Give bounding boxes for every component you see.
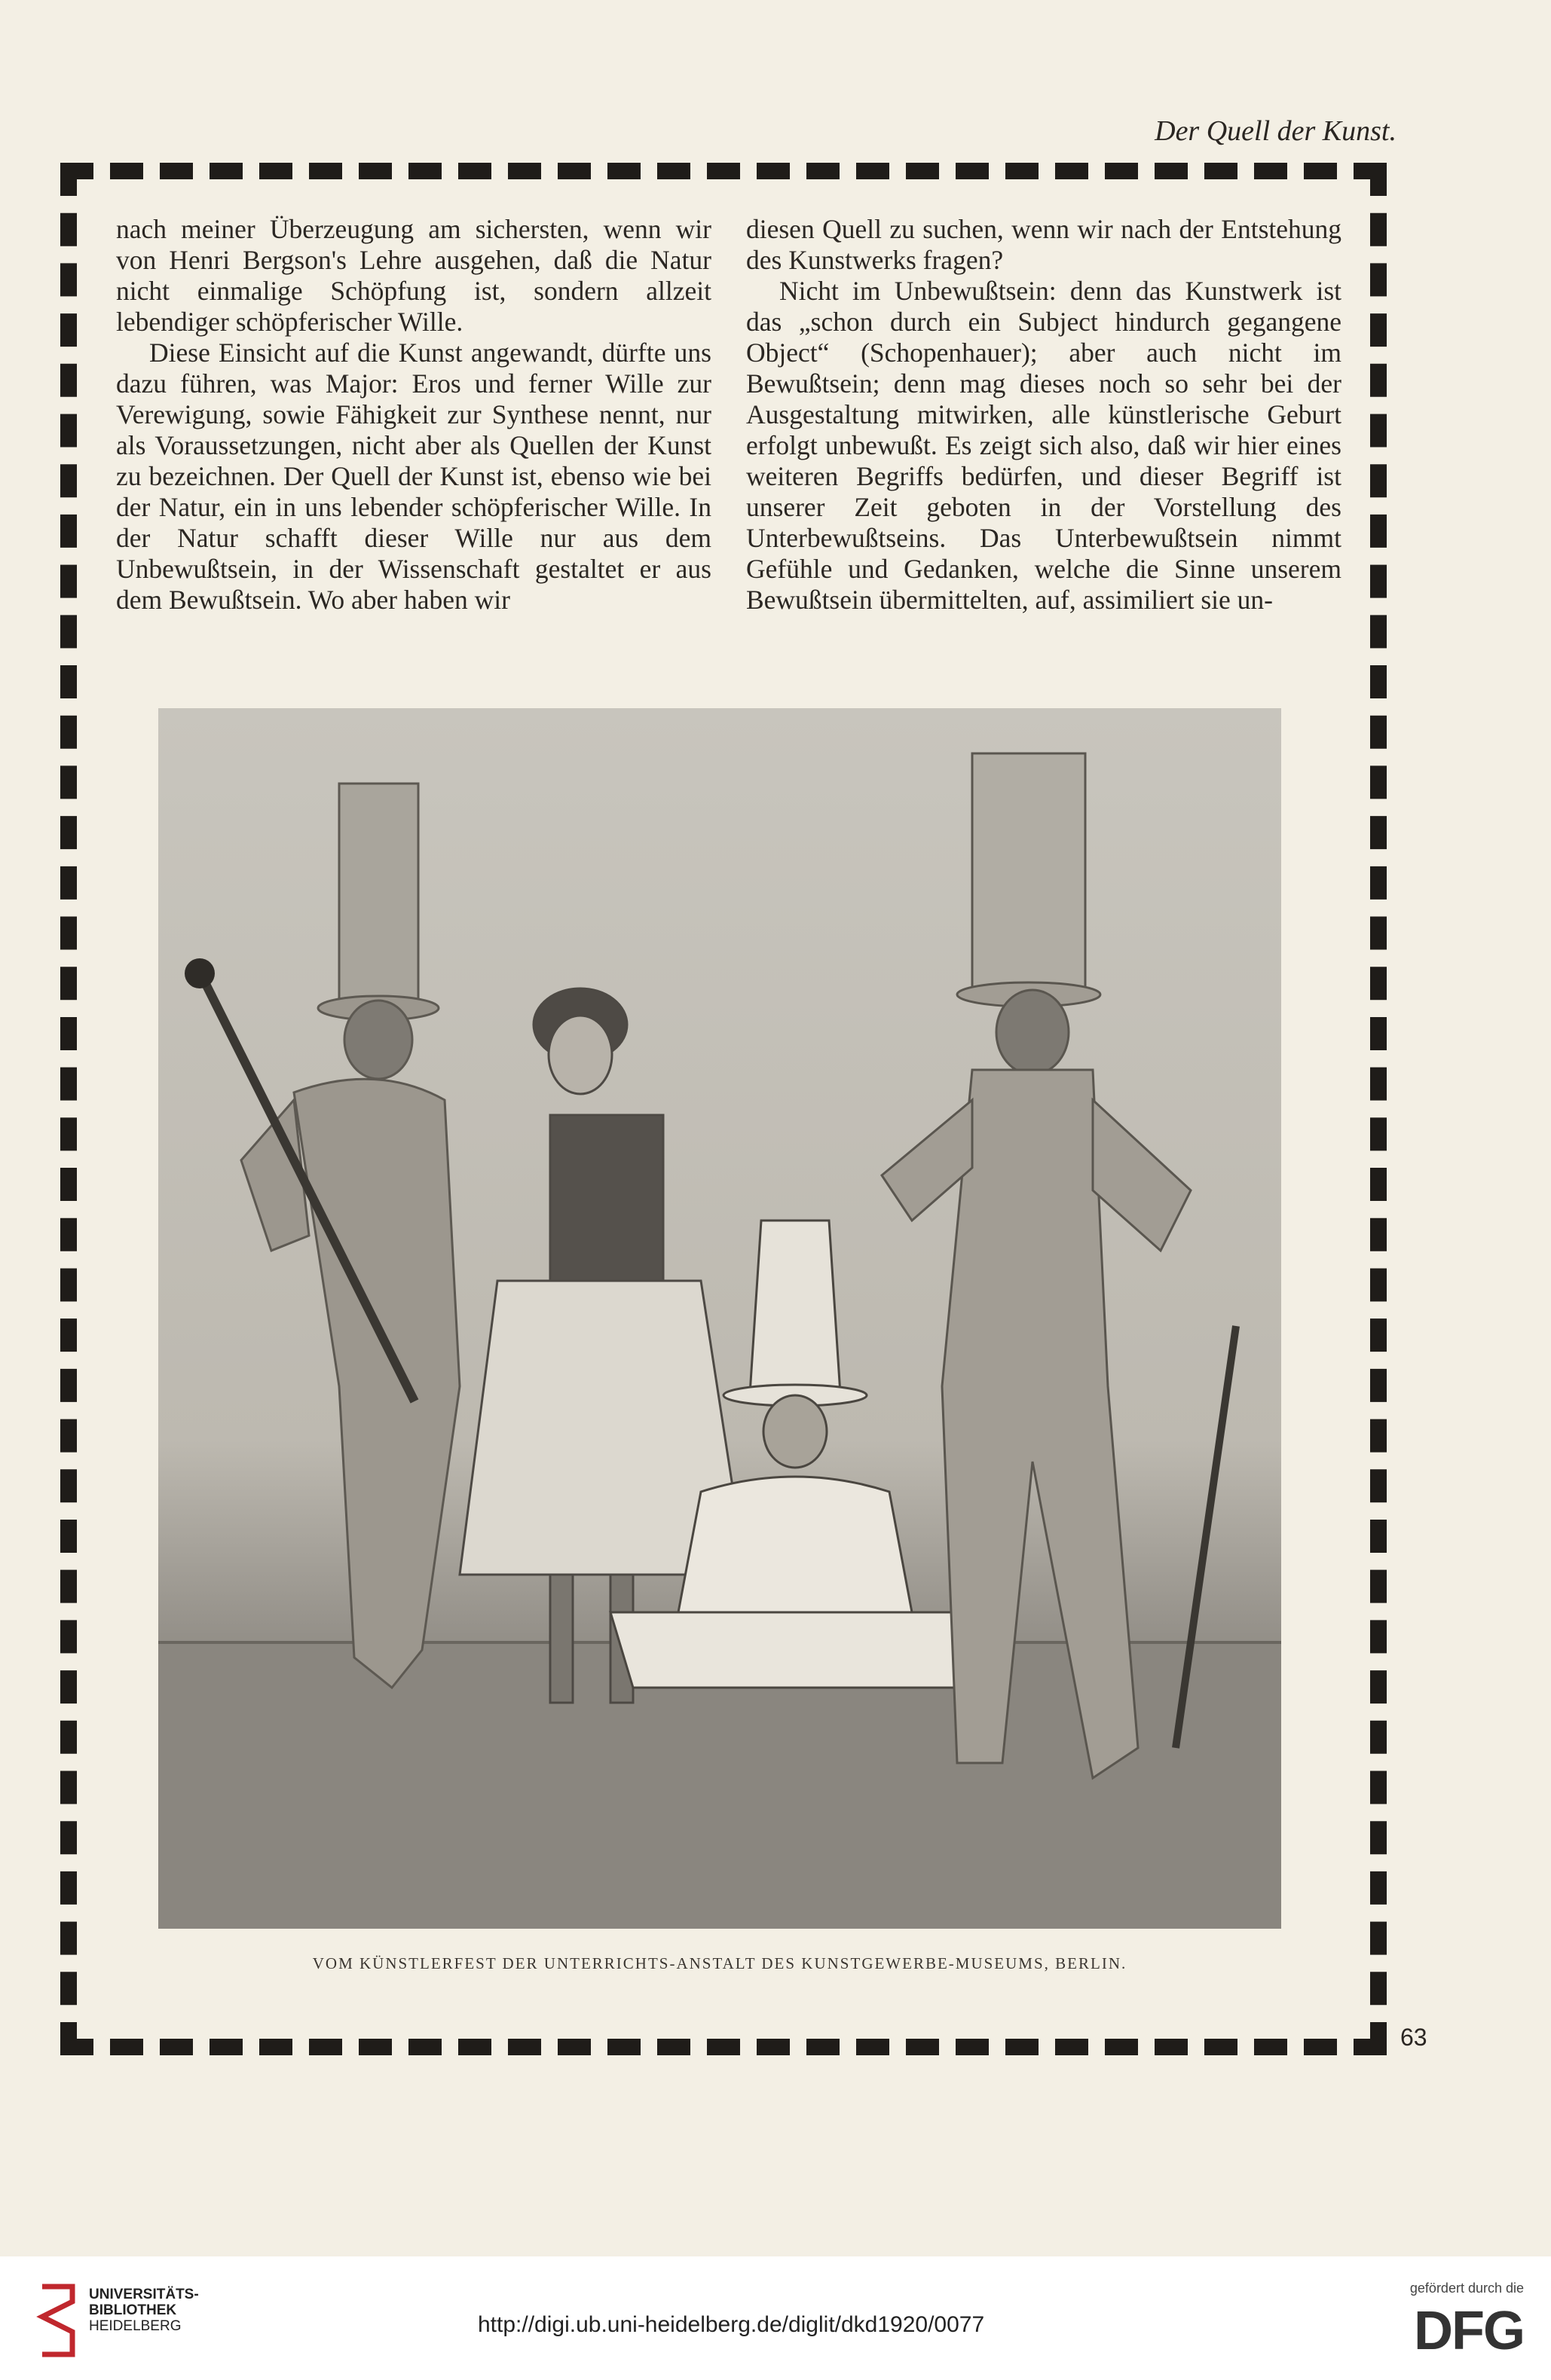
funded-by-label: gefördert durch die — [1409, 2281, 1524, 2296]
source-url-link[interactable]: http://digi.ub.uni-heidelberg.de/diglit/dkd1920/0077 — [478, 2312, 985, 2337]
text-column-left — [116, 214, 711, 616]
paragraph: nach meiner Überzeugung am sichersten, wenn wir von Henri Bergson's Lehre ausgehen, daß die Natur nicht einmalige Schöpfung ist, sondern allzeit lebendiger schöpferischer Wille. — [116, 214, 711, 337]
paragraph: Nicht im Unbewußtsein: denn das Kunstwerk ist das „schon durch ein Subject hindurch gegangene Object“ (Schopenhauer); aber auch nicht im Bewußtsein; denn mag dieses noch so sehr bei der Ausgestaltung mitwirken, alle künstlerische Geburt erfolgt unbewußt. Es zeigt sich also, daß wir hier eines weiteren Begriffs bedürfen, und dieser Begriff ist unserer Zeit geboten in der Vorstellung des Unterbewußtseins. Das Unterbewußtsein nimmt Gefühle und Gedanken, welche die Sinne unserem Bewußtsein übermittelten, auf, assimiliert sie un- — [746, 276, 1341, 615]
page-number: 63 — [1400, 2024, 1427, 2051]
photograph — [158, 708, 1281, 1929]
library-name: UNIVERSITÄTS- BIBLIOTHEK HEIDELBERG — [89, 2287, 199, 2334]
text-column-right — [746, 214, 1341, 616]
paragraph: diesen Quell zu suchen, wenn wir nach der Entstehung des Kunstwerks fragen? — [746, 214, 1341, 275]
running-title: Der Quell der Kunst. — [1155, 115, 1397, 147]
paragraph: Diese Einsicht auf die Kunst angewandt, dürfte uns dazu führen, was Major: Eros und ferner Wille zur Verewigung, sowie Fähigkeit zur Synthese nennt, nur als Voraussetzungen, nicht aber als Quellen der Kunst zu bezeichnen. Der Quell der Kunst ist, ebenso wie bei der Natur, ein in uns lebender schöpferischer Wille. In der Natur schafft dieser Wille nur aus dem Unbewußtsein, in der Wissenschaft gestaltet er aus dem Bewußtsein. Wo aber haben wir — [116, 338, 711, 615]
costume-party-photo-illustration — [158, 708, 1281, 1929]
university-library-logo-icon — [35, 2279, 80, 2362]
footer-bar — [0, 2256, 1551, 2380]
dfg-logo: DFG — [1414, 2301, 1524, 2361]
figure-caption: VOM KÜNSTLERFEST DER UNTERRICHTS-ANSTALT DES KUNSTGEWERBE-MUSEUMS, BERLIN. — [312, 1954, 1127, 1972]
